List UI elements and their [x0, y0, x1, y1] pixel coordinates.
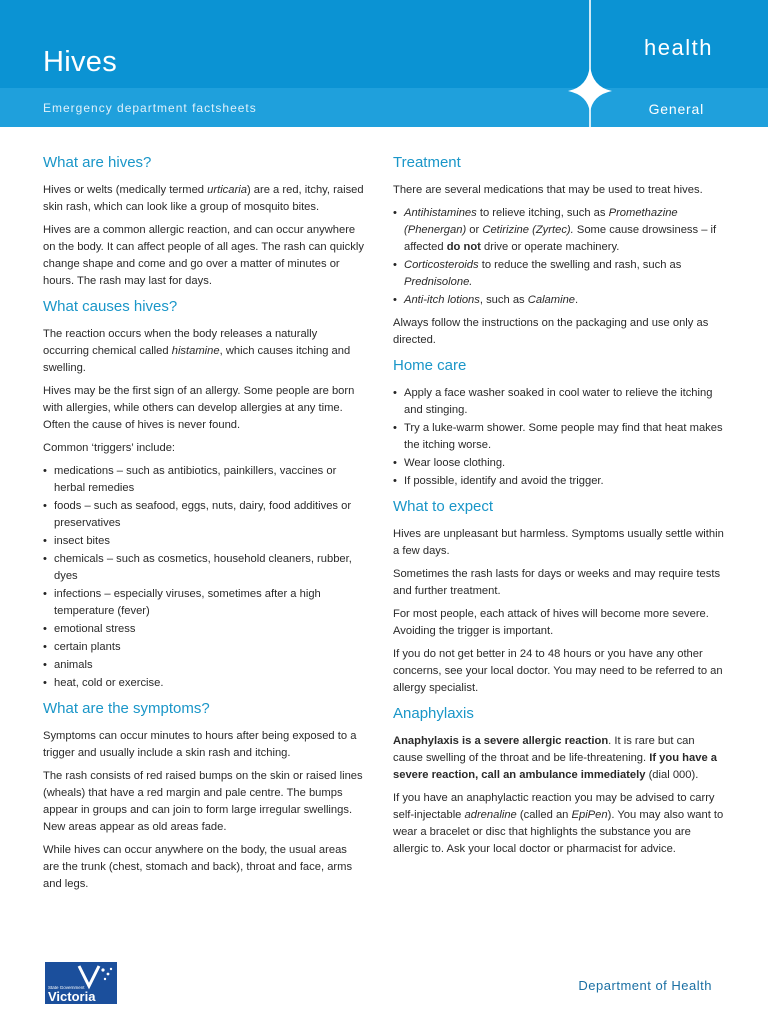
- list-item: • emotional stress: [43, 621, 365, 638]
- paragraph: The reaction occurs when the body releases a naturally occurring chemical called histamine, which causes itching and swelling.: [43, 328, 351, 374]
- paragraph: Hives or welts (medically termed urticaria) are a red, itchy, raised skin rash, which can look like a group of mosquito bites.: [43, 184, 364, 213]
- section-treatment: [393, 152, 726, 349]
- left-column: [43, 152, 365, 899]
- section-anaphylaxis: [393, 703, 726, 858]
- paragraph: While hives can occur anywhere on the body, the usual areas are the trunk (chest, stomach and back), throat and face, arms and legs.: [43, 844, 353, 890]
- section-heading: What causes hives?: [43, 298, 178, 315]
- section-heading: What are hives?: [43, 154, 152, 171]
- list-item: • animals: [43, 657, 365, 674]
- section-heading: What to expect: [393, 498, 494, 515]
- paragraph: The rash consists of red raised bumps on the skin or raised lines (wheals) that have a red margin and pale centre. The bumps appear in groups and can join to form large irregular swellings. New areas appear as old areas fade.: [43, 770, 363, 833]
- right-column: [393, 152, 726, 864]
- paragraph: For most people, each attack of hives will become more severe. Avoiding the trigger is important.: [393, 608, 709, 637]
- section-heading: Anaphylaxis: [393, 705, 474, 722]
- list-item: • Anti-itch lotions, such as Calamine.: [393, 292, 726, 309]
- paragraph: Symptoms can occur minutes to hours after being exposed to a trigger and usually include a skin rash and itching.: [43, 730, 357, 759]
- section-what-causes-hives: [43, 296, 365, 692]
- list-item: • Corticosteroids to reduce the swelling and rash, such as Prednisolone.: [393, 257, 726, 291]
- paragraph: Hives are unpleasant but harmless. Symptoms usually settle within a few days.: [393, 528, 724, 557]
- paragraph: Sometimes the rash lasts for days or weeks and may require tests and further treatment.: [393, 568, 721, 597]
- brand-label: health: [644, 35, 713, 60]
- victoria-logo: [45, 962, 117, 1004]
- list-item: • Antihistamines to relieve itching, such as Promethazine (Phenergan) or Cetirizine (Zyrtec). Some cause drowsiness – if affected do not drive or operate machinery.: [393, 205, 726, 256]
- list-item: • infections – especially viruses, sometimes after a high temperature (fever): [43, 586, 365, 620]
- list-item: • foods – such as seafood, eggs, nuts, dairy, food additives or preservatives: [43, 498, 365, 532]
- category-label: General: [648, 101, 704, 117]
- list-item: • insect bites: [43, 533, 365, 550]
- paragraph: Hives are a common allergic reaction, and can occur anywhere on the body. It can affect people of all ages. The rash can quickly change shape and come and go over a matter of minutes or hours. The rash may last for days.: [43, 224, 364, 287]
- home-care-list: [393, 385, 726, 490]
- paragraph: Anaphylaxis is a severe allergic reaction. It is rare but can cause swelling of the throat and be life-threatening. If you have a severe reaction, call an ambulance immediately (dial 000).: [393, 735, 718, 781]
- section-heading: Treatment: [393, 154, 461, 171]
- paragraph: Always follow the instructions on the packaging and use only as directed.: [393, 317, 709, 346]
- list-item: • Wear loose clothing.: [393, 455, 726, 472]
- treatment-list: [393, 205, 726, 309]
- logo-big-text: Victoria: [48, 989, 96, 1004]
- series-subtitle: Emergency department factsheets: [43, 101, 257, 115]
- department-name: Department of Health: [578, 978, 712, 993]
- page-title: Hives: [43, 46, 118, 78]
- section-symptoms: [43, 698, 365, 893]
- triggers-list: [43, 463, 365, 692]
- paragraph: If you do not get better in 24 to 48 hours or you have any other concerns, see your local doctor. You may need to be referred to an allergy specialist.: [393, 648, 723, 694]
- logo-small-text: State Government: [48, 985, 85, 990]
- section-heading: Home care: [393, 357, 467, 374]
- list-item: • Apply a face washer soaked in cool water to relieve the itching and stinging.: [393, 385, 726, 419]
- paragraph: Common ‘triggers’ include:: [43, 442, 176, 454]
- paragraph: There are several medications that may be used to treat hives.: [393, 184, 703, 196]
- paragraph: Hives may be the first sign of an allergy. Some people are born with allergies, while others can develop allergies at any time. Often the cause of hives is never found.: [43, 385, 355, 431]
- paragraph: If you have an anaphylactic reaction you may be advised to carry self-injectable adrenaline (called an EpiPen). You may also want to wear a bracelet or disc that highlights the substance you are allergic to. Ask your local doctor or pharmacist for advice.: [393, 792, 724, 855]
- list-item: • Try a luke-warm shower. Some people may find that heat makes the itching worse.: [393, 420, 726, 454]
- list-item: • heat, cold or exercise.: [43, 675, 365, 692]
- list-item: • medications – such as antibiotics, painkillers, vaccines or herbal remedies: [43, 463, 365, 497]
- section-what-are-hives: [43, 152, 365, 290]
- section-what-to-expect: [393, 496, 726, 697]
- list-item: • chemicals – such as cosmetics, household cleaners, rubber, dyes: [43, 551, 365, 585]
- section-heading: What are the symptoms?: [43, 700, 210, 717]
- section-home-care: [393, 355, 726, 490]
- list-item: • certain plants: [43, 639, 365, 656]
- list-item: • If possible, identify and avoid the trigger.: [393, 473, 726, 490]
